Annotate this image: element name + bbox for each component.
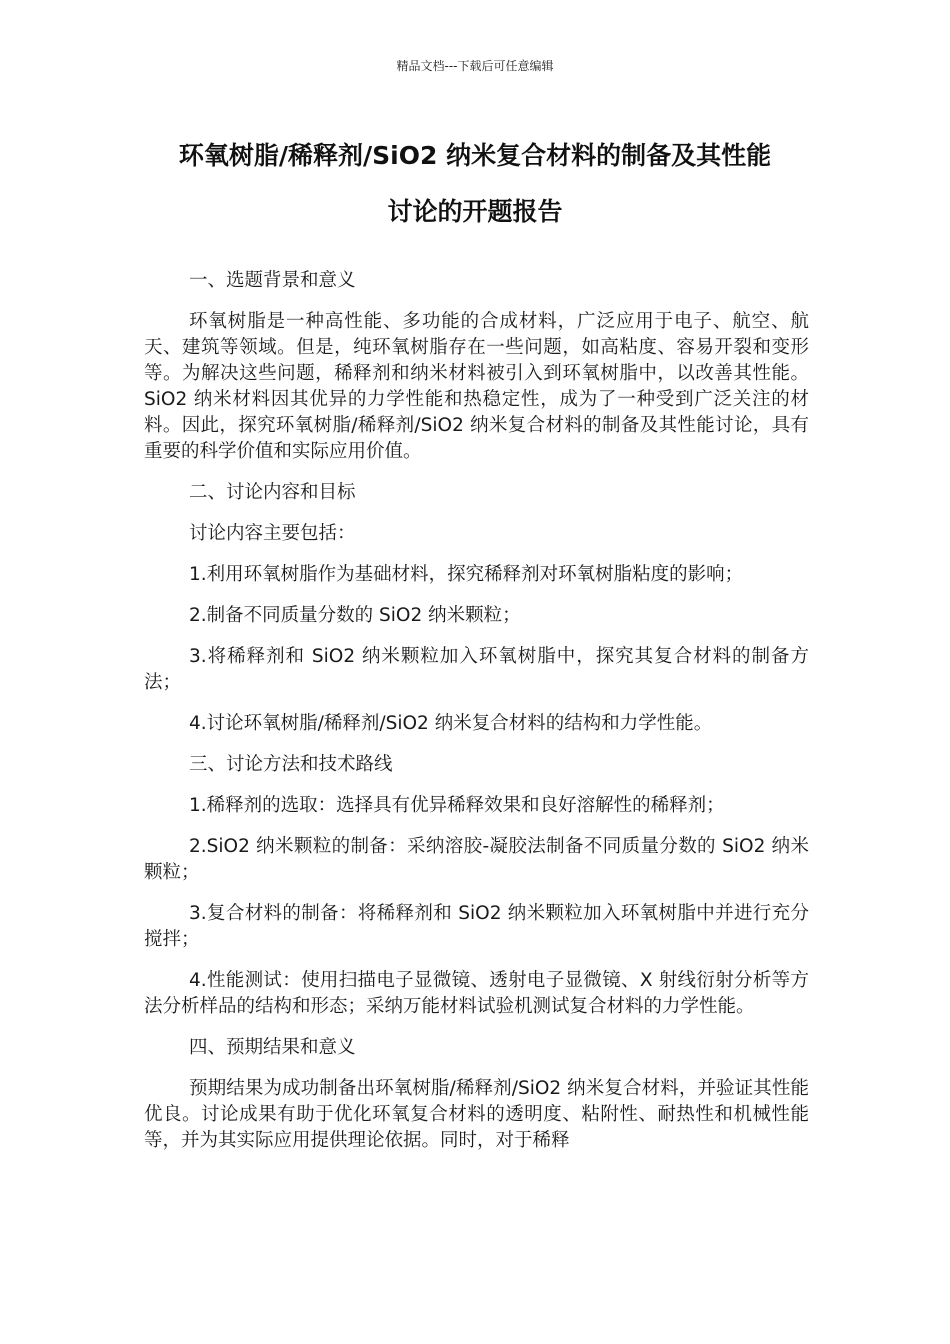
section-3-item-3: 3.复合材料的制备：将稀释剂和 SiO2 纳米颗粒加入环氧树脂中并进行充分搅拌； bbox=[144, 903, 809, 950]
document-title-line-2: 讨论的开题报告 bbox=[387, 197, 563, 226]
section-4-heading: 四、预期结果和意义 bbox=[189, 1037, 356, 1058]
header-note: 精品文档---下载后可任意编辑 bbox=[396, 59, 554, 73]
section-1-paragraph: 环氧树脂是一种高性能、多功能的合成材料，广泛应用于电子、航空、航天、建筑等领域。但是，纯环氧树脂存在一些问题，如高粘度、容易开裂和变形等。为解决这些问题，稀释剂和纳米材料被引入到环氧树脂中，以改善其性能。SiO2 纳米材料因其优异的力学性能和热稳定性，成为了一种受到广泛关注的材料。因此，探究环氧树脂/稀释剂/SiO2 纳米复合材料的制备及其性能讨论，具有重要的科学价值和实际应用价值。 bbox=[144, 311, 809, 462]
section-2-item-1: 1.利用环氧树脂作为基础材料，探究稀释剂对环氧树脂粘度的影响； bbox=[189, 564, 744, 585]
section-3-item-2: 2.SiO2 纳米颗粒的制备：采纳溶胶-凝胶法制备不同质量分数的 SiO2 纳米颗粒； bbox=[144, 836, 809, 883]
document-body bbox=[144, 268, 809, 1169]
section-3-item-4: 4.性能测试：使用扫描电子显微镜、透射电子显微镜、X 射线衍射分析等方法分析样品的结构和形态；采纳万能材料试验机测试复合材料的力学性能。 bbox=[144, 970, 809, 1017]
section-3-item-1: 1.稀释剂的选取：选择具有优异稀释效果和良好溶解性的稀释剂； bbox=[189, 795, 725, 816]
section-2-heading: 二、讨论内容和目标 bbox=[189, 482, 356, 503]
section-4-paragraph: 预期结果为成功制备出环氧树脂/稀释剂/SiO2 纳米复合材料，并验证其性能优良。讨论成果有助于优化环氧复合材料的透明度、粘附性、耐热性和机械性能等，并为其实际应用提供理论依据。同时，对于稀释 bbox=[144, 1078, 809, 1151]
document-title-line-1: 环氧树脂/稀释剂/SiO2 纳米复合材料的制备及其性能 bbox=[178, 141, 772, 170]
section-2-item-3: 3.将稀释剂和 SiO2 纳米颗粒加入环氧树脂中，探究其复合材料的制备方法； bbox=[144, 646, 809, 693]
section-1-heading: 一、选题背景和意义 bbox=[189, 270, 356, 291]
section-2-item-2: 2.制备不同质量分数的 SiO2 纳米颗粒； bbox=[189, 605, 521, 626]
section-3-heading: 三、讨论方法和技术路线 bbox=[189, 754, 393, 775]
section-2-intro: 讨论内容主要包括： bbox=[189, 523, 356, 544]
section-2-item-4: 4.讨论环氧树脂/稀释剂/SiO2 纳米复合材料的结构和力学性能。 bbox=[189, 713, 713, 734]
